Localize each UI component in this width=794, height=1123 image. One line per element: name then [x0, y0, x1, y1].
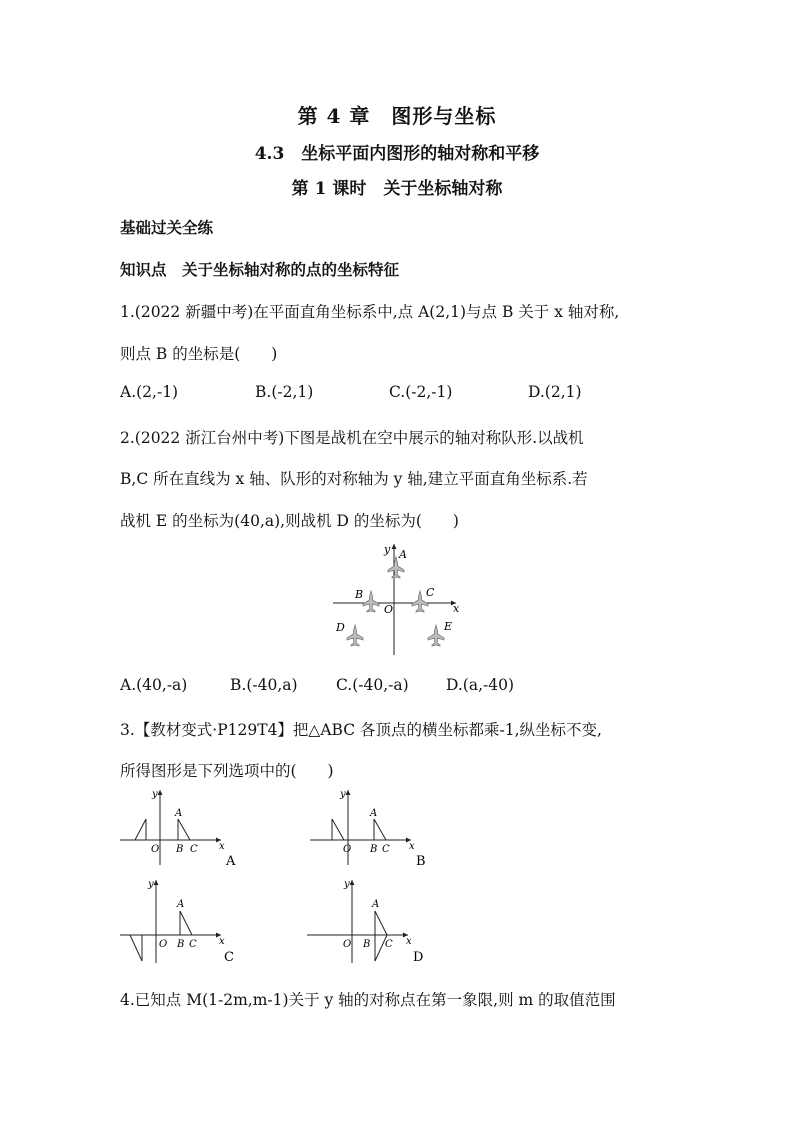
jet-a-label: A — [399, 548, 407, 561]
y-label: y — [340, 789, 346, 800]
fighter-formation-figure — [328, 540, 468, 658]
origin-label: O — [159, 939, 168, 950]
q3-option-c-graph — [118, 875, 243, 965]
q1-option-d: D.(2,1) — [528, 383, 582, 401]
q2-option-c: C.(-40,-a) — [336, 676, 409, 694]
point-c-label: C — [385, 939, 393, 950]
section-title: 4.3 坐标平面内图形的轴对称和平移 — [254, 144, 540, 164]
point-a-label: A — [370, 808, 378, 819]
reflected-triangle — [375, 911, 387, 961]
option-b-label: B — [416, 854, 426, 869]
x-label: x — [409, 841, 415, 852]
origin-label: O — [151, 844, 160, 855]
q3-option-a-graph — [118, 785, 243, 870]
option-a-label: A — [226, 854, 236, 869]
origin-label: O — [343, 844, 352, 855]
x-label: x — [219, 936, 225, 947]
reflected-triangle — [135, 819, 146, 840]
reflected-triangle — [332, 819, 344, 840]
option-c-label: C — [224, 950, 234, 965]
jet-e-label: E — [444, 620, 453, 633]
q2-line1: 2.(2022 浙江台州中考)下图是战机在空中展示的轴对称队形.以战机 — [120, 429, 584, 447]
jet-d-label: D — [336, 621, 345, 634]
y-label: y — [344, 879, 350, 890]
point-b-label: B — [176, 844, 184, 855]
q1-line2: 则点 B 的坐标是( ) — [120, 345, 278, 363]
y-label: y — [384, 543, 391, 556]
point-a-label: A — [372, 899, 380, 910]
jet-b-icon — [363, 591, 379, 612]
origin-label: O — [384, 603, 394, 616]
point-a-label: A — [175, 808, 183, 819]
q2-option-d: D.(a,-40) — [446, 676, 515, 694]
q3-option-d-graph — [305, 875, 433, 965]
y-label: y — [152, 789, 158, 800]
jet-d-icon — [347, 625, 363, 646]
x-label: x — [406, 936, 412, 947]
triangle-abc — [178, 819, 190, 840]
point-c-label: C — [382, 844, 390, 855]
q3-line1: 3.【教材变式·P129T4】把△ABC 各顶点的横坐标都乘-1,纵坐标不变, — [120, 721, 602, 739]
knowledge-point: 知识点 关于坐标轴对称的点的坐标特征 — [120, 260, 400, 279]
reflected-triangle — [130, 935, 142, 961]
q2-line2: B,C 所在直线为 x 轴、队形的对称轴为 y 轴,建立平面直角坐标系.若 — [120, 470, 588, 488]
triangle-abc — [374, 819, 386, 840]
q1-option-c: C.(-2,-1) — [389, 383, 453, 401]
point-b-label: B — [363, 939, 371, 950]
jet-e-icon — [428, 625, 444, 646]
y-label: y — [148, 879, 154, 890]
point-c-label: C — [189, 939, 197, 950]
q3-line2: 所得图形是下列选项中的( ) — [120, 762, 334, 780]
q1-option-a: A.(2,-1) — [120, 383, 179, 401]
triangle-abc — [180, 911, 192, 935]
lesson-title: 第 1 课时 关于坐标轴对称 — [291, 179, 503, 199]
jet-c-label: C — [426, 586, 435, 599]
x-label: x — [219, 841, 225, 852]
q3-option-b-graph — [308, 785, 433, 870]
option-d-label: D — [413, 950, 424, 965]
q1-line1: 1.(2022 新疆中考)在平面直角坐标系中,点 A(2,1)与点 B 关于 x 轴对称, — [120, 303, 620, 321]
origin-label: O — [343, 939, 352, 950]
x-label: x — [453, 602, 460, 615]
jet-b-label: B — [355, 588, 364, 601]
q1-option-b: B.(-2,1) — [255, 383, 314, 401]
q4-line1: 4.已知点 M(1-2m,m-1)关于 y 轴的对称点在第一象限,则 m 的取值范围 — [120, 991, 616, 1009]
point-a-label: A — [177, 899, 185, 910]
q2-line3: 战机 E 的坐标为(40,a),则战机 D 的坐标为( ) — [120, 512, 459, 530]
q2-option-b: B.(-40,a) — [230, 676, 298, 694]
chapter-title: 第 4 章 图形与坐标 — [297, 104, 497, 128]
q2-option-a: A.(40,-a) — [120, 676, 188, 694]
point-b-label: B — [370, 844, 378, 855]
point-b-label: B — [177, 939, 185, 950]
point-c-label: C — [190, 844, 198, 855]
practice-title: 基础过关全练 — [120, 218, 214, 237]
